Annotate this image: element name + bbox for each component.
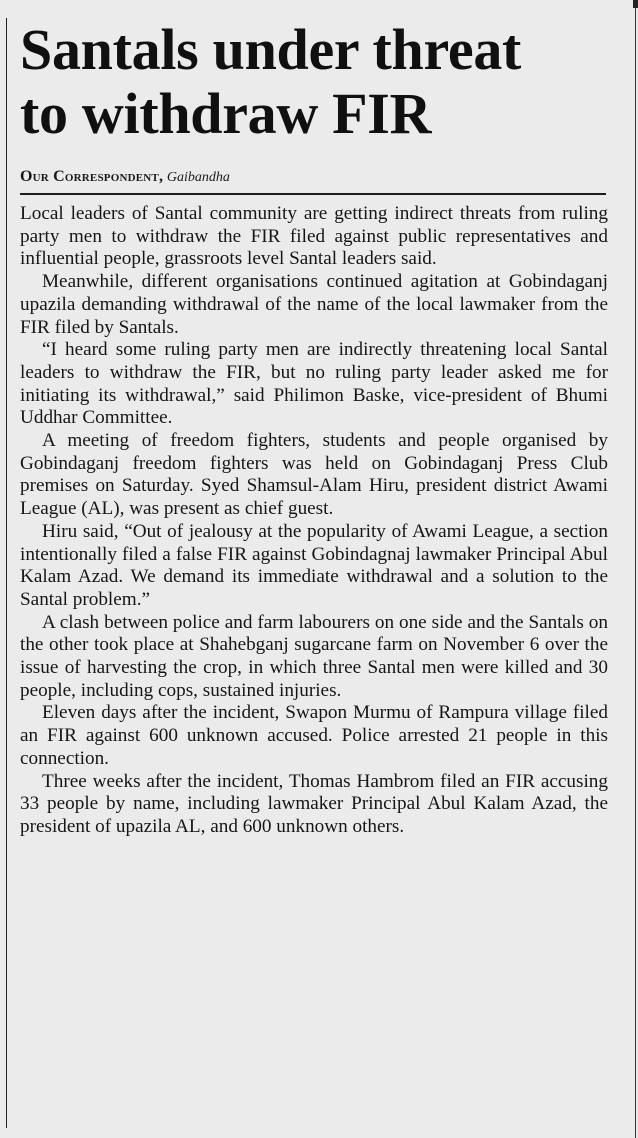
headline-line-1: Santals under threat bbox=[20, 17, 522, 82]
paragraph: Local leaders of Santal community are getting indirect threats from ruling party men to withdraw the FIR filed against public representatives and influential people, grassroots level Santal leaders said. bbox=[20, 203, 608, 270]
byline-divider bbox=[20, 193, 606, 195]
right-column-rule bbox=[635, 4, 636, 1138]
paragraph: Three weeks after the incident, Thomas Hambrom filed an FIR accusing 33 people by name, including lawmaker Principal Abul Kalam Azad, the president of upazila AL, and 600 unknown others. bbox=[20, 770, 608, 837]
paragraph: Eleven days after the incident, Swapon Murmu of Rampura village filed an FIR against 600 unknown accused. Police arrested 21 people in this connection. bbox=[20, 702, 608, 769]
right-corner-mark bbox=[633, 0, 638, 8]
headline-line-2: to withdraw FIR bbox=[20, 81, 432, 146]
paragraph: “I heard some ruling party men are indirectly threatening local Santal leaders to withdraw the FIR, but no ruling party leader asked me for initiating its withdrawal,” said Philimon Baske, vice-president of Bhumi Uddhar Committee. bbox=[20, 339, 608, 429]
article bbox=[20, 18, 610, 839]
left-column-rule bbox=[6, 18, 7, 1128]
paragraph: A clash between police and farm labourers on one side and the Santals on the other took place at Shahebganj sugarcane farm on November 6 over the issue of harvesting the crop, in which three Santal men were killed and 30 people, including cops, sustained injuries. bbox=[20, 611, 608, 701]
paragraph: Hiru said, “Out of jealousy at the popularity of Awami League, a section intentionally filed a false FIR against Gobindagnaj lawmaker Principal Abul Kalam Azad. We demand its immediate withdrawal and a solution to the Santal problem.” bbox=[20, 520, 608, 610]
byline-author: Our Correspondent, bbox=[20, 168, 164, 185]
byline-place: Gaibandha bbox=[166, 170, 230, 185]
paragraph: A meeting of freedom fighters, students and people organised by Gobindaganj freedom fighters was held on Gobindaganj Press Club premises on Saturday. Syed Shamsul-Alam Hiru, president district Awami League (AL), was present as chief guest. bbox=[20, 430, 608, 520]
byline bbox=[20, 168, 610, 187]
article-body bbox=[20, 203, 608, 839]
headline bbox=[20, 18, 610, 146]
paragraph: Meanwhile, different organisations continued agitation at Gobindaganj upazila demanding withdrawal of the name of the local lawmaker from the FIR filed by Santals. bbox=[20, 271, 608, 338]
